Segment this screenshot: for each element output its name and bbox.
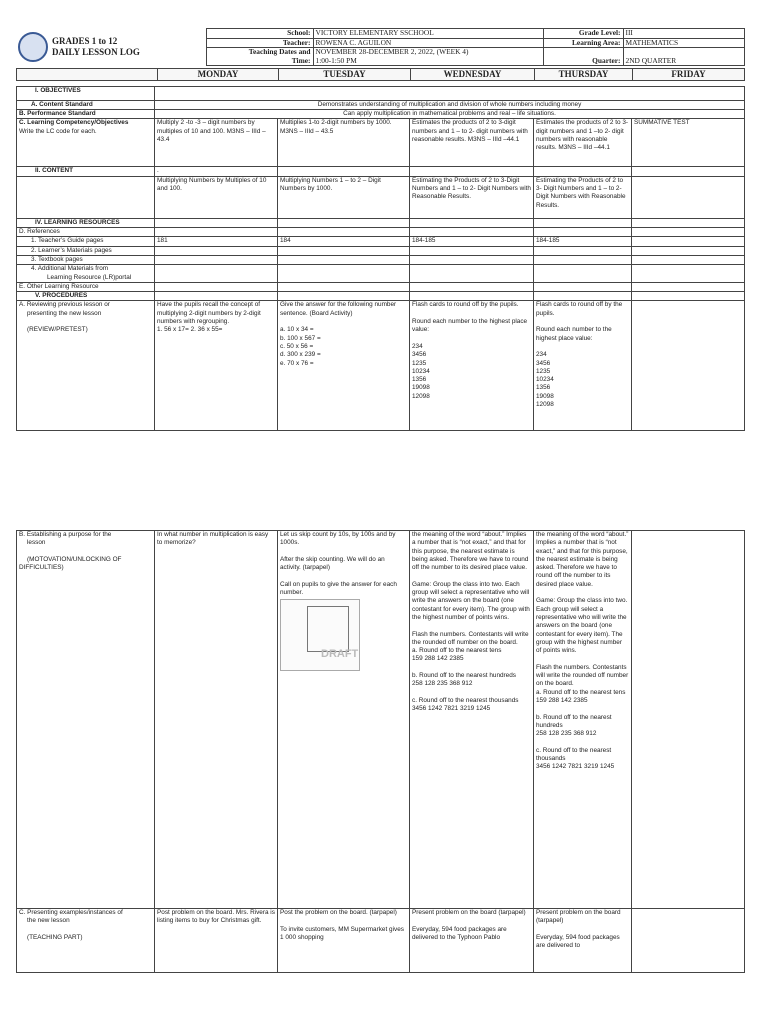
cell-blank <box>278 218 410 227</box>
objectives-blank <box>155 86 745 100</box>
dates-value: NOVEMBER 28-DECEMBER 2, 2022, (WEEK 4) 1:00-1:50 PM <box>313 48 543 66</box>
content-thursday: Estimating the Products of 2 to 3- Digit Numbers and 1 – to 2- Digit Numbers with Reasonable Results. <box>534 176 632 218</box>
learners-materials-label: 2. Learner’s Materials pages <box>17 246 155 255</box>
cell-blank <box>278 265 410 283</box>
content-standard-value: Demonstrates understanding of multiplication and division of whole numbers including money <box>155 100 745 109</box>
cell-blank <box>534 292 632 301</box>
cell-blank <box>632 218 745 227</box>
grade-label: Grade Level: <box>543 29 623 39</box>
cell-blank <box>632 255 745 264</box>
day-header-table <box>16 68 745 81</box>
area-value: MATHEMATICS <box>623 38 744 48</box>
procedures-label: V. PROCEDURES <box>17 292 155 301</box>
cell-blank <box>155 255 278 264</box>
proc-a-friday <box>632 301 745 431</box>
competency-label: C. Learning Competency/Objectives Write the LC code for each. <box>17 119 155 167</box>
content-friday <box>632 176 745 218</box>
quarter-label: Quarter: <box>543 48 623 66</box>
cell-blank <box>410 246 534 255</box>
cell-blank <box>278 228 410 237</box>
proc-b-wednesday: the meaning of the word “about.” Implies a number that is “not exact,” and that for this purpose, the nearest estimate is being asked. Therefore we have to round off the number to its desired place value. Game: Group the class into two. Each group will select a representative who will write the answers on the board (one contestant for every item). The group with the highest number of points wins. Flash the numbers. Contestants will write the rounded off number on the board. a. Round off to the nearest tens 159 288 142 2385 b. Round off to the nearest hundreds 258 128 235 368 912 c. Round off to the nearest thousands 3456 1242 7821 3219 1245 <box>410 531 534 909</box>
competency-wednesday: Estimates the products of 2 to 3-digit numbers and 1 – to 2- digit numbers with reasonable results. M3NS – IIId –44.1 <box>410 119 534 167</box>
performance-standard-value: Can apply multiplication in mathematical problems and real – life situations. <box>155 110 745 119</box>
lesson-table-2 <box>16 530 745 973</box>
proc-c-label: C. Presenting examples/instances of the new lesson (TEACHING PART) <box>17 909 155 973</box>
proc-a-label: A. Reviewing previous lesson or presenting the new lesson (REVIEW/PRETEST) <box>17 301 155 431</box>
tg-tuesday: 184 <box>278 237 410 246</box>
competency-tuesday: Multiplies 1-to 2-digit numbers by 1000. M3NS – IIId – 43.5 <box>278 119 410 167</box>
cell-blank <box>534 228 632 237</box>
deped-seal-icon <box>18 32 48 62</box>
cell-blank <box>534 282 632 291</box>
content-tuesday: Multiplying Numbers 1 – to 2 – Digit Numbers by 1000. <box>278 176 410 218</box>
content-standard-label: A. Content Standard <box>17 100 155 109</box>
performance-standard-label: B. Performance Standard <box>17 110 155 119</box>
proc-b-friday <box>632 531 745 909</box>
content-blank <box>534 167 632 176</box>
cell-blank <box>155 218 278 227</box>
lesson-table-1 <box>16 86 745 432</box>
cell-blank <box>155 246 278 255</box>
proc-c-monday: Post problem on the board. Mrs. Rivera is listing items to buy for Christmas gift. <box>155 909 278 973</box>
proc-b-thursday: the meaning of the word “about.” Implies a number that is “not exact,” and that for this purpose, the nearest estimate is being asked. Therefore we have to round off the number to its desired place value. Game: Group the class into two. Each group will select a representative who will write the answers on the board (one contestant for every item). The group with the highest number of points wins. Flash the numbers. Contestants will write the rounded off number on the board. a. Round off to the nearest tens 159 288 142 2385 b. Round off to the nearest hundreds 258 128 235 368 912 c. Round off to the nearest thousands 3456 1242 7821 3219 1245 <box>534 531 632 909</box>
skip-count-table-image <box>280 599 360 671</box>
page-2 <box>16 530 744 973</box>
content-dot: . <box>155 167 278 176</box>
cell-blank <box>410 255 534 264</box>
quarter-value: 2ND QUARTER <box>623 48 744 66</box>
cell-blank <box>155 265 278 283</box>
tg-wednesday: 184-185 <box>410 237 534 246</box>
resources-label: IV. LEARNING RESOURCES <box>17 218 155 227</box>
day-tuesday: TUESDAY <box>279 68 411 80</box>
cell-blank <box>534 218 632 227</box>
day-thursday: THURSDAY <box>535 68 633 80</box>
content-blank <box>632 167 745 176</box>
cell-blank <box>278 292 410 301</box>
proc-a-wednesday: Flash cards to round off by the pupils. Round each number to the highest place value: 234 3456 1235 10234 1356 19098 12098 <box>410 301 534 431</box>
area-label: Learning Area: <box>543 38 623 48</box>
cell-blank <box>632 237 745 246</box>
day-monday: MONDAY <box>158 68 279 80</box>
header-table <box>16 28 745 66</box>
tg-monday: 181 <box>155 237 278 246</box>
proc-a-thursday: Flash cards to round off by the pupils. Round each number to the highest place value: 234 3456 1235 10234 1356 19098 12098 <box>534 301 632 431</box>
cell-blank <box>410 218 534 227</box>
objectives-label: I. OBJECTIVES <box>17 86 155 100</box>
teacher-label: Teacher: <box>206 38 313 48</box>
grade-value: III <box>623 29 744 39</box>
content-label: II. CONTENT <box>17 167 155 176</box>
proc-b-tuesday: Let us skip count by 10s, by 100s and by 1000s. After the skip counting. We will do an activity. (tarpapel) Call on pupils to give the answer for each number. DRAFT <box>278 531 410 909</box>
cell-blank <box>278 255 410 264</box>
table-grid-icon <box>307 606 349 652</box>
cell-blank <box>632 292 745 301</box>
content-blank-label <box>17 176 155 218</box>
teachers-guide-label: 1. Teacher’s Guide pages <box>17 237 155 246</box>
proc-a-tuesday: Give the answer for the following number sentence. (Board Activity) a. 10 x 34 = b. 100 x 567 = c. 50 x 56 = d. 300 x 239 = e. 70 x 76 = <box>278 301 410 431</box>
content-blank <box>410 167 534 176</box>
day-wednesday: WEDNESDAY <box>411 68 535 80</box>
logo-title: GRADES 1 to 12 DAILY LESSON LOG <box>52 36 140 58</box>
day-friday: FRIDAY <box>633 68 745 80</box>
cell-blank <box>410 282 534 291</box>
content-wednesday: Estimating the Products of 2 to 3-Digit Numbers and 1 – to 2- Digit Numbers with Reasonable Results. <box>410 176 534 218</box>
cell-blank <box>632 282 745 291</box>
competency-thursday: Estimates the products of 2 to 3- digit numbers and 1 –to 2- digit numbers with reasonable results. M3NS – IIId –44.1 <box>534 119 632 167</box>
proc-b-monday: In what number in multiplication is easy to memorize? <box>155 531 278 909</box>
cell-blank <box>155 228 278 237</box>
other-resource-label: E. Other Learning Resource <box>17 282 155 291</box>
cell-blank <box>632 228 745 237</box>
school-value: VICTORY ELEMENTARY SSCHOOL <box>313 29 543 39</box>
cell-blank <box>632 265 745 283</box>
proc-c-wednesday: Present problem on the board (tarpapel) Everyday, 594 food packages are delivered to the Typhoon Pablo <box>410 909 534 973</box>
cell-blank <box>534 265 632 283</box>
page-1 <box>16 28 744 431</box>
cell-blank <box>410 228 534 237</box>
cell-blank <box>534 255 632 264</box>
proc-c-friday <box>632 909 745 973</box>
tg-thursday: 184-185 <box>534 237 632 246</box>
day-blank <box>17 68 158 80</box>
cell-blank <box>534 246 632 255</box>
competency-friday: SUMMATIVE TEST <box>632 119 745 167</box>
dates-label: Teaching Dates and Time: <box>206 48 313 66</box>
additional-materials-label: 4. Additional Materials from Learning Resource (LR)portal <box>17 265 155 283</box>
cell-blank <box>410 292 534 301</box>
proc-b-label: B. Establishing a purpose for the lesson (MOTOVATION/UNLOCKING OF DIFFICULTIES) <box>17 531 155 909</box>
cell-blank <box>278 246 410 255</box>
draft-watermark: DRAFT <box>321 648 359 661</box>
textbook-label: 3. Textbook pages <box>17 255 155 264</box>
proc-a-monday: Have the pupils recall the concept of multiplying 2-digit numbers by 2-digit numbers with regrouping. 1. 56 x 17= 2. 36 x 55= <box>155 301 278 431</box>
teacher-value: ROWENA C. AGUILON <box>313 38 543 48</box>
proc-c-tuesday: Post the problem on the board. (tarpapel) To invite customers, MM Supermarket gives 1 000 shopping <box>278 909 410 973</box>
references-label: D. References <box>17 228 155 237</box>
cell-blank <box>632 246 745 255</box>
school-label: School: <box>206 29 313 39</box>
content-blank <box>278 167 410 176</box>
logo-area <box>16 29 206 66</box>
content-monday: Multiplying Numbers by Multiples of 10 and 100. <box>155 176 278 218</box>
competency-monday: Multiply 2 -to -3 – digit numbers by multiples of 10 and 100. M3NS – IIId – 43.4 <box>155 119 278 167</box>
proc-c-thursday: Present problem on the board (tarpapel) Everyday, 594 food packages are delivered to <box>534 909 632 973</box>
cell-blank <box>155 282 278 291</box>
cell-blank <box>410 265 534 283</box>
cell-blank <box>155 292 278 301</box>
cell-blank <box>278 282 410 291</box>
